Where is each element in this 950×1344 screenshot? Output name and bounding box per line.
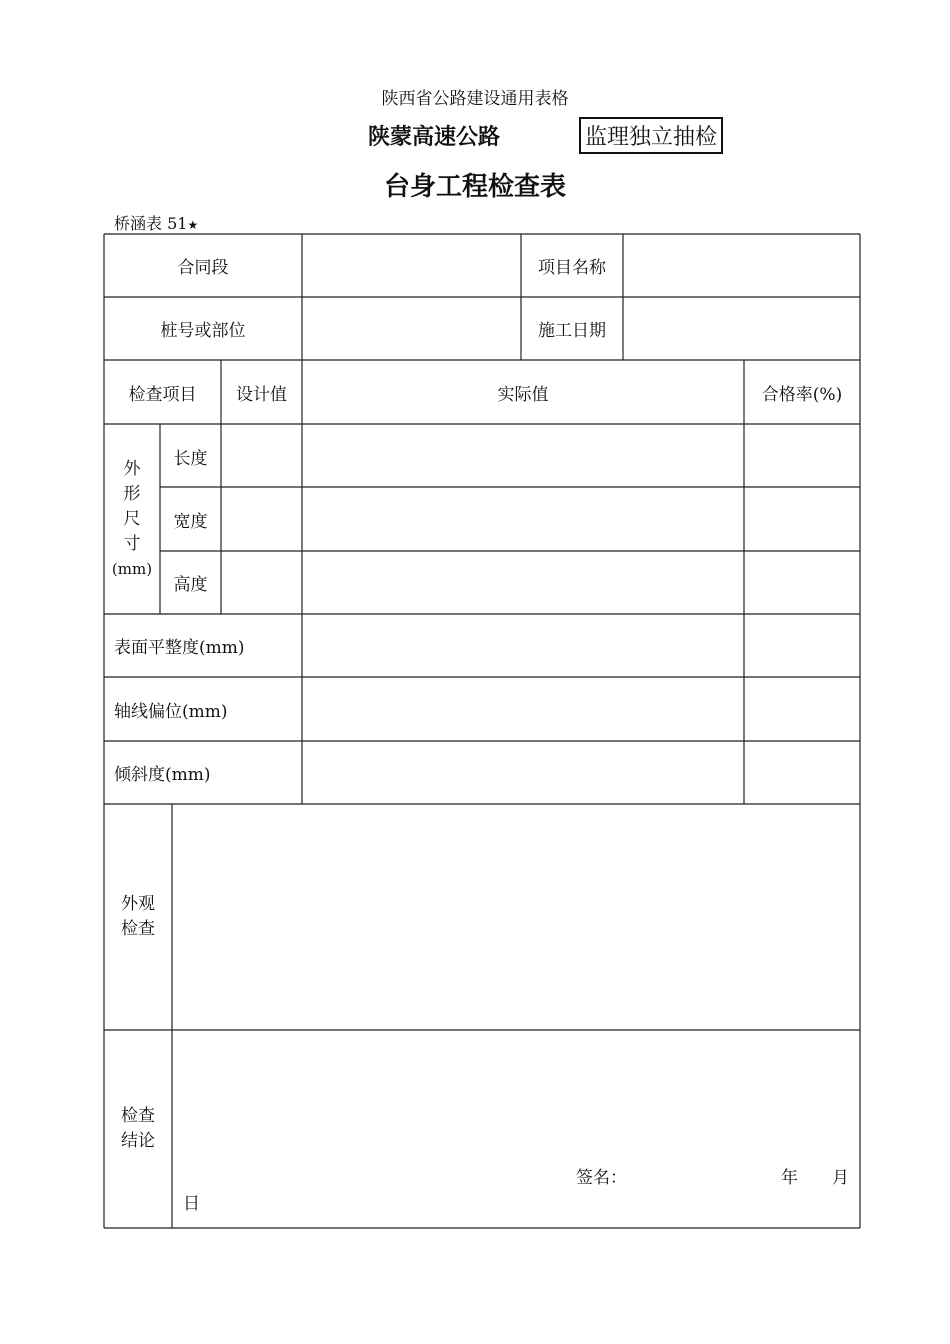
height-actual-value[interactable] [302, 551, 744, 614]
dimension-char: 尺 [123, 508, 141, 529]
contract-label: 合同段 [177, 258, 229, 278]
page-title: 台身工程检查表 [383, 172, 566, 202]
item-inclination-label: 倾斜度(mm) [114, 765, 211, 785]
axis-offset-pass-rate[interactable] [744, 677, 860, 741]
col-header-actual: 实际值 [497, 384, 549, 405]
station-value[interactable] [302, 297, 521, 360]
col-header-item: 检查项目 [128, 384, 197, 405]
item-width-label: 宽度 [173, 511, 208, 532]
length-actual-value[interactable] [302, 424, 744, 487]
height-pass-rate[interactable] [744, 551, 860, 614]
construction-date-label: 施工日期 [538, 321, 606, 341]
project-name-label: 项目名称 [538, 258, 606, 278]
conclusion-content[interactable] [172, 1030, 860, 1228]
inspection-badge: 监理独立抽检 [579, 117, 723, 154]
project-name-value[interactable] [623, 234, 860, 297]
highway-name: 陕蒙高速公路 [368, 125, 501, 150]
height-design-value[interactable] [221, 551, 302, 614]
dimension-unit: (mm) [111, 559, 153, 578]
contract-value[interactable] [302, 234, 521, 297]
year-label: 年 [781, 1168, 798, 1188]
col-header-design: 设计值 [236, 384, 287, 405]
appearance-check-content[interactable] [172, 804, 860, 1030]
inclination-pass-rate[interactable] [744, 741, 860, 804]
form-number-text: 桥涵表 51 [114, 214, 188, 233]
appearance-line2: 检查 [121, 919, 155, 939]
appearance-line1: 外观 [121, 894, 155, 914]
top-caption: 陕西省公路建设通用表格 [381, 89, 569, 109]
width-actual-value[interactable] [302, 487, 744, 551]
col-header-pass-rate: 合格率(%) [761, 384, 843, 405]
axis-offset-actual-value[interactable] [302, 677, 744, 741]
day-label: 日 [183, 1194, 200, 1214]
dimension-char: 寸 [123, 533, 141, 554]
conclusion-line1: 检查 [121, 1106, 155, 1126]
month-label: 月 [832, 1168, 849, 1188]
signature-label: 签名： [576, 1168, 627, 1188]
star-icon: ★ [187, 218, 199, 232]
inclination-actual-value[interactable] [302, 741, 744, 804]
flatness-pass-rate[interactable] [744, 614, 860, 677]
dimension-char: 外 [123, 458, 141, 479]
conclusion-label [104, 1030, 172, 1228]
construction-date-value[interactable] [623, 297, 860, 360]
conclusion-line2: 结论 [121, 1131, 155, 1151]
appearance-check-label [104, 804, 172, 1030]
dimension-group-label [104, 424, 160, 614]
flatness-actual-value[interactable] [302, 614, 744, 677]
item-flatness-label: 表面平整度(mm) [114, 638, 245, 658]
width-pass-rate[interactable] [744, 487, 860, 551]
dimension-char: 形 [123, 483, 141, 504]
item-height-label: 高度 [173, 575, 208, 595]
item-length-label: 长度 [173, 449, 208, 469]
length-design-value[interactable] [221, 424, 302, 487]
width-design-value[interactable] [221, 487, 302, 551]
length-pass-rate[interactable] [744, 424, 860, 487]
item-axis-offset-label: 轴线偏位(mm) [114, 701, 228, 722]
station-label: 桩号或部位 [160, 321, 246, 341]
